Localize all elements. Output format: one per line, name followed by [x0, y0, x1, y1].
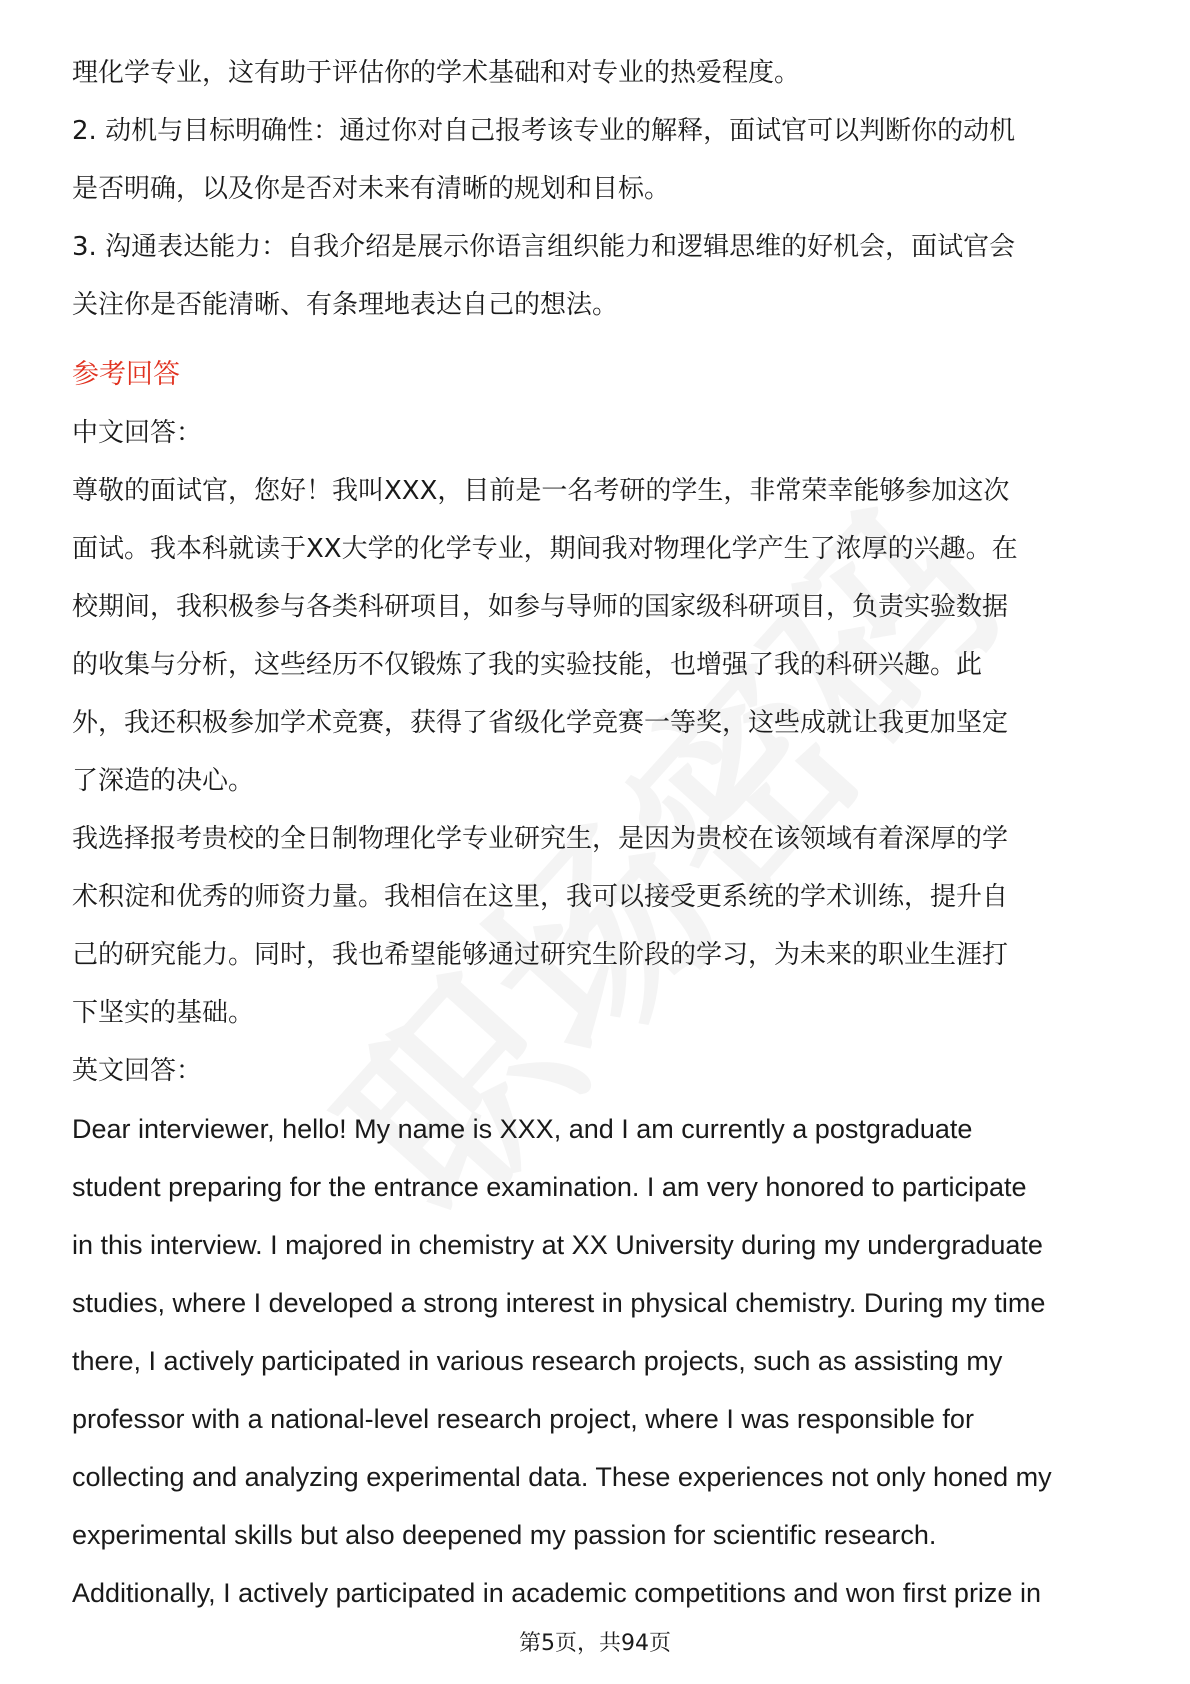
document-page [72, 44, 1132, 1622]
section-heading: 参考回答 [72, 359, 180, 390]
text-line: Dear interviewer, hello! My name is XXX, and I am currently a postgraduate [72, 1114, 973, 1144]
text-line: 的收集与分析，这些经历不仅锻炼了我的实验技能，也增强了我的科研兴趣。此 [72, 650, 983, 680]
text-line: 理化学专业，这有助于评估你的学术基础和对专业的热爱程度。 [72, 58, 801, 88]
text-line: 面试。我本科就读于XX大学的化学专业，期间我对物理化学产生了浓厚的兴趣。在 [72, 534, 1018, 564]
cn-answer-label: 中文回答： [72, 418, 203, 448]
text-line: studies, where I developed a strong interest in physical chemistry. During my time [72, 1288, 1046, 1318]
text-line: 我选择报考贵校的全日制物理化学专业研究生，是因为贵校在该领域有着深厚的学 [72, 824, 1009, 854]
intro-block [72, 44, 1132, 334]
cn-answer-block [72, 462, 1132, 1042]
page-footer: 第5页，共94页 [519, 1631, 671, 1656]
text-line: collecting and analyzing experimental data. These experiences not only honed my [72, 1462, 1052, 1492]
text-line: Additionally, I actively participated in academic competitions and won first prize in [72, 1578, 1041, 1608]
text-line: student preparing for the entrance examination. I am very honored to participate [72, 1172, 1027, 1202]
text-line: professor with a national-level research project, where I was responsible for [72, 1404, 974, 1434]
en-answer-label: 英文回答： [72, 1056, 203, 1086]
text-line: experimental skills but also deepened my passion for scientific research. [72, 1520, 937, 1550]
text-line: 是否明确，以及你是否对未来有清晰的规划和目标。 [72, 174, 671, 204]
text-line: 3. 沟通表达能力：自我介绍是展示你语言组织能力和逻辑思维的好机会，面试官会 [72, 232, 1016, 262]
text-line: there, I actively participated in various research projects, such as assisting my [72, 1346, 1003, 1376]
text-line: 2. 动机与目标明确性：通过你对自己报考该专业的解释，面试官可以判断你的动机 [72, 116, 1016, 146]
text-line: 校期间，我积极参与各类科研项目，如参与导师的国家级科研项目，负责实验数据 [72, 592, 1009, 622]
text-line: 己的研究能力。同时，我也希望能够通过研究生阶段的学习，为未来的职业生涯打 [72, 940, 1009, 970]
en-answer-block [72, 1100, 1132, 1622]
text-line: 关注你是否能清晰、有条理地表达自己的想法。 [72, 290, 619, 320]
text-line: 外，我还积极参加学术竞赛，获得了省级化学竞赛一等奖，这些成就让我更加坚定 [72, 708, 1009, 738]
text-line: 尊敬的面试官，您好！我叫XXX，目前是一名考研的学生，非常荣幸能够参加这次 [72, 476, 1010, 506]
text-line: 了深造的决心。 [72, 766, 255, 796]
text-line: 下坚实的基础。 [72, 998, 255, 1028]
text-line: 术积淀和优秀的师资力量。我相信在这里，我可以接受更系统的学术训练，提升自 [72, 882, 1009, 912]
text-line: in this interview. I majored in chemistry at XX University during my undergraduate [72, 1230, 1043, 1260]
